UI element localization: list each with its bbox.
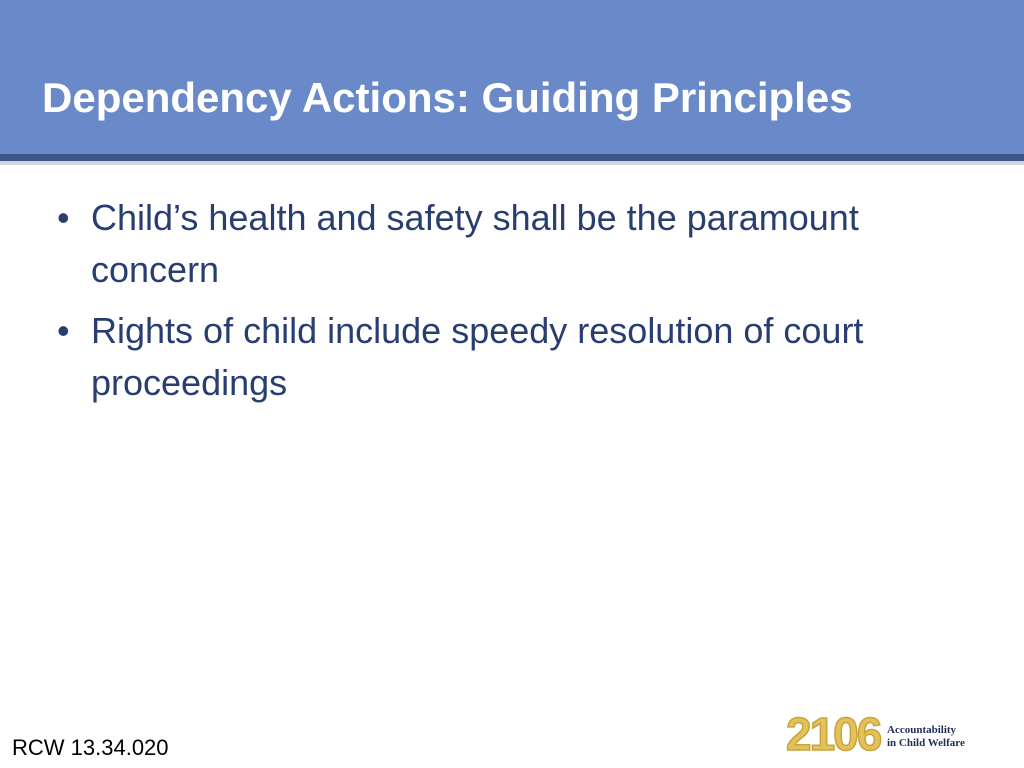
title-banner-rule: [0, 154, 1024, 161]
accountability-logo: [786, 708, 986, 760]
bullet-marker: •: [57, 310, 70, 351]
bullet-text: Rights of child include speedy resolution of court proceedings: [91, 310, 864, 403]
bullet-item-health-safety: [0, 192, 951, 296]
logo-tagline-line-1: Accountability: [887, 724, 957, 736]
bullet-item-speedy-resolution: [0, 305, 951, 409]
bullet-marker: •: [57, 197, 70, 238]
bullet-text: Child’s health and safety shall be the paramount concern: [91, 197, 859, 290]
title-banner-shadow: [0, 161, 1024, 165]
logo-number: 2106: [786, 708, 881, 760]
bullet-list: [0, 192, 1024, 418]
slide-title: Dependency Actions: Guiding Principles: [42, 74, 853, 121]
logo-tagline-line-2: in Child Welfare: [887, 737, 965, 749]
statute-reference: RCW 13.34.020: [12, 735, 169, 760]
